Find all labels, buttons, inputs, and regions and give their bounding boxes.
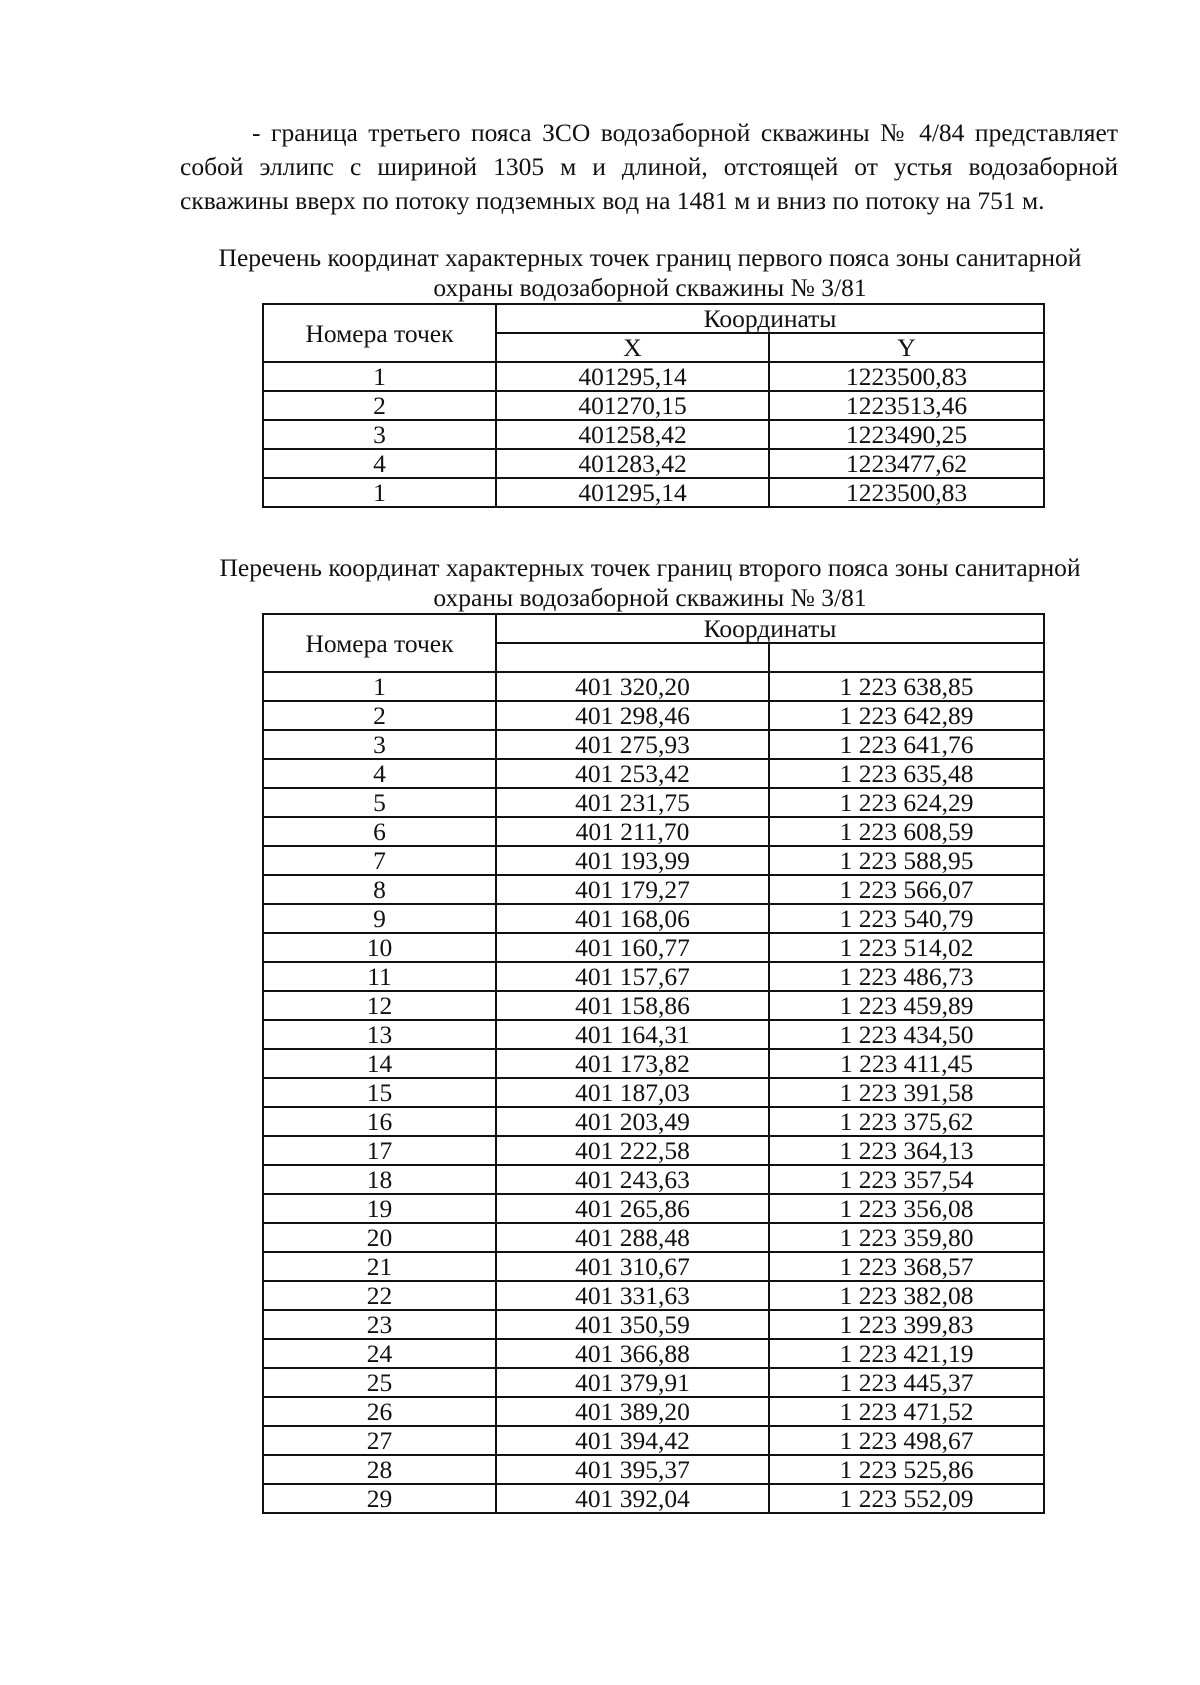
point-number-cell: 8 — [263, 875, 496, 904]
x-coordinate-cell: 401 160,77 — [496, 933, 769, 962]
point-number-cell: 3 — [263, 730, 496, 759]
x-coordinate-cell: 401 392,04 — [496, 1484, 769, 1513]
x-coordinate-cell: 401 243,63 — [496, 1165, 769, 1194]
x-coordinate-cell: 401 265,86 — [496, 1194, 769, 1223]
header-y: Y — [769, 333, 1044, 362]
y-coordinate-cell: 1223500,83 — [769, 362, 1044, 391]
x-coordinate-cell: 401 288,48 — [496, 1223, 769, 1252]
table-row — [263, 701, 1044, 730]
table2-body — [263, 672, 1044, 1513]
point-number-cell: 27 — [263, 1426, 496, 1455]
y-coordinate-cell: 1 223 638,85 — [769, 672, 1044, 701]
second-zone-coordinates-table — [262, 613, 1045, 1514]
table-row — [263, 1107, 1044, 1136]
table-row — [263, 1281, 1044, 1310]
point-number-cell: 4 — [263, 449, 496, 478]
y-coordinate-cell: 1 223 471,52 — [769, 1397, 1044, 1426]
first-zone-coordinates-table — [262, 303, 1045, 508]
table-row — [263, 1426, 1044, 1455]
x-coordinate-cell: 401 394,42 — [496, 1426, 769, 1455]
point-number-cell: 26 — [263, 1397, 496, 1426]
y-coordinate-cell: 1 223 552,09 — [769, 1484, 1044, 1513]
x-coordinate-cell: 401295,14 — [496, 478, 769, 507]
table-row — [263, 1223, 1044, 1252]
x-coordinate-cell: 401 157,67 — [496, 962, 769, 991]
intro-text: - граница третьего пояса ЗСО водозаборной скважины № 4/84 представляет собой эллипс с шириной 1305 м и длиной, отстоящей от устья водозаборной скважины вверх по потоку подземных вод на 1481 м и вниз по потоку на 751 м. — [180, 118, 1118, 215]
y-coordinate-cell: 1 223 588,95 — [769, 846, 1044, 875]
x-coordinate-cell: 401 275,93 — [496, 730, 769, 759]
x-coordinate-cell: 401 173,82 — [496, 1049, 769, 1078]
x-coordinate-cell: 401 222,58 — [496, 1136, 769, 1165]
point-number-cell: 5 — [263, 788, 496, 817]
table-row — [263, 1397, 1044, 1426]
table-row — [263, 991, 1044, 1020]
y-coordinate-cell: 1223513,46 — [769, 391, 1044, 420]
point-number-cell: 28 — [263, 1455, 496, 1484]
table-row — [263, 478, 1044, 507]
x-coordinate-cell: 401 211,70 — [496, 817, 769, 846]
table-row — [263, 730, 1044, 759]
table-row — [263, 1049, 1044, 1078]
table-row — [263, 846, 1044, 875]
point-number-cell: 2 — [263, 701, 496, 730]
point-number-cell: 6 — [263, 817, 496, 846]
y-coordinate-cell: 1 223 635,48 — [769, 759, 1044, 788]
y-coordinate-cell: 1 223 624,29 — [769, 788, 1044, 817]
intro-paragraph — [180, 116, 1118, 218]
y-coordinate-cell: 1 223 399,83 — [769, 1310, 1044, 1339]
y-coordinate-cell: 1 223 641,76 — [769, 730, 1044, 759]
header-coordinates: Координаты — [496, 304, 1044, 333]
table-row — [263, 1194, 1044, 1223]
table2-caption: Перечень координат характерных точек границ второго пояса зоны санитарной охраны водозаборной скважины № 3/81 — [219, 553, 1081, 612]
x-coordinate-cell: 401 187,03 — [496, 1078, 769, 1107]
y-coordinate-cell: 1 223 357,54 — [769, 1165, 1044, 1194]
point-number-cell: 25 — [263, 1368, 496, 1397]
point-number-cell: 1 — [263, 672, 496, 701]
y-coordinate-cell: 1 223 375,62 — [769, 1107, 1044, 1136]
table-row — [263, 449, 1044, 478]
table-row — [263, 962, 1044, 991]
table1-caption: Перечень координат характерных точек границ первого пояса зоны санитарной охраны водозаборной скважины № 3/81 — [218, 243, 1082, 302]
table-row — [263, 1339, 1044, 1368]
point-number-cell: 4 — [263, 759, 496, 788]
y-coordinate-cell: 1 223 445,37 — [769, 1368, 1044, 1397]
y-coordinate-cell: 1223490,25 — [769, 420, 1044, 449]
x-coordinate-cell: 401 320,20 — [496, 672, 769, 701]
y-coordinate-cell: 1 223 391,58 — [769, 1078, 1044, 1107]
x-coordinate-cell: 401 168,06 — [496, 904, 769, 933]
x-coordinate-cell: 401 179,27 — [496, 875, 769, 904]
y-coordinate-cell: 1 223 382,08 — [769, 1281, 1044, 1310]
point-number-cell: 3 — [263, 420, 496, 449]
header-point-numbers: Номера точек — [263, 614, 496, 672]
point-number-cell: 11 — [263, 962, 496, 991]
x-coordinate-cell: 401295,14 — [496, 362, 769, 391]
table-row — [263, 1368, 1044, 1397]
x-coordinate-cell: 401 231,75 — [496, 788, 769, 817]
table-row — [263, 1455, 1044, 1484]
y-coordinate-cell: 1 223 421,19 — [769, 1339, 1044, 1368]
header-x: X — [496, 333, 769, 362]
y-coordinate-cell: 1 223 434,50 — [769, 1020, 1044, 1049]
x-coordinate-cell: 401 298,46 — [496, 701, 769, 730]
header-point-numbers: Номера точек — [263, 304, 496, 362]
y-coordinate-cell: 1 223 364,13 — [769, 1136, 1044, 1165]
table-row — [263, 1078, 1044, 1107]
table-row — [263, 1136, 1044, 1165]
point-number-cell: 23 — [263, 1310, 496, 1339]
point-number-cell: 14 — [263, 1049, 496, 1078]
y-coordinate-cell: 1 223 368,57 — [769, 1252, 1044, 1281]
x-coordinate-cell: 401258,42 — [496, 420, 769, 449]
point-number-cell: 21 — [263, 1252, 496, 1281]
x-coordinate-cell: 401270,15 — [496, 391, 769, 420]
x-coordinate-cell: 401 203,49 — [496, 1107, 769, 1136]
table-row — [263, 904, 1044, 933]
point-number-cell: 16 — [263, 1107, 496, 1136]
y-coordinate-cell: 1 223 359,80 — [769, 1223, 1044, 1252]
table-row — [263, 672, 1044, 701]
y-coordinate-cell: 1223500,83 — [769, 478, 1044, 507]
table-row — [263, 1484, 1044, 1513]
x-coordinate-cell: 401 164,31 — [496, 1020, 769, 1049]
table-row — [263, 788, 1044, 817]
y-coordinate-cell: 1 223 498,67 — [769, 1426, 1044, 1455]
point-number-cell: 29 — [263, 1484, 496, 1513]
y-coordinate-cell: 1 223 566,07 — [769, 875, 1044, 904]
point-number-cell: 1 — [263, 478, 496, 507]
point-number-cell: 17 — [263, 1136, 496, 1165]
point-number-cell: 19 — [263, 1194, 496, 1223]
y-coordinate-cell: 1 223 608,59 — [769, 817, 1044, 846]
x-coordinate-cell: 401 193,99 — [496, 846, 769, 875]
header-y — [769, 643, 1044, 672]
x-coordinate-cell: 401 379,91 — [496, 1368, 769, 1397]
y-coordinate-cell: 1 223 514,02 — [769, 933, 1044, 962]
x-coordinate-cell: 401 253,42 — [496, 759, 769, 788]
point-number-cell: 20 — [263, 1223, 496, 1252]
y-coordinate-cell: 1 223 459,89 — [769, 991, 1044, 1020]
y-coordinate-cell: 1 223 411,45 — [769, 1049, 1044, 1078]
y-coordinate-cell: 1223477,62 — [769, 449, 1044, 478]
table-row — [263, 759, 1044, 788]
y-coordinate-cell: 1 223 642,89 — [769, 701, 1044, 730]
x-coordinate-cell: 401283,42 — [496, 449, 769, 478]
table-row — [263, 391, 1044, 420]
point-number-cell: 15 — [263, 1078, 496, 1107]
header-coordinates: Координаты — [496, 614, 1044, 643]
table-row — [263, 875, 1044, 904]
point-number-cell: 18 — [263, 1165, 496, 1194]
point-number-cell: 13 — [263, 1020, 496, 1049]
point-number-cell: 10 — [263, 933, 496, 962]
header-x — [496, 643, 769, 672]
point-number-cell: 7 — [263, 846, 496, 875]
point-number-cell: 22 — [263, 1281, 496, 1310]
table-row — [263, 1310, 1044, 1339]
point-number-cell: 2 — [263, 391, 496, 420]
table-row — [263, 362, 1044, 391]
x-coordinate-cell: 401 389,20 — [496, 1397, 769, 1426]
table-row — [263, 933, 1044, 962]
table-row — [263, 1165, 1044, 1194]
y-coordinate-cell: 1 223 486,73 — [769, 962, 1044, 991]
y-coordinate-cell: 1 223 356,08 — [769, 1194, 1044, 1223]
point-number-cell: 24 — [263, 1339, 496, 1368]
table-row — [263, 1020, 1044, 1049]
table1-body — [263, 362, 1044, 507]
x-coordinate-cell: 401 395,37 — [496, 1455, 769, 1484]
x-coordinate-cell: 401 310,67 — [496, 1252, 769, 1281]
point-number-cell: 9 — [263, 904, 496, 933]
table-row — [263, 1252, 1044, 1281]
table-row — [263, 420, 1044, 449]
x-coordinate-cell: 401 158,86 — [496, 991, 769, 1020]
x-coordinate-cell: 401 331,63 — [496, 1281, 769, 1310]
point-number-cell: 1 — [263, 362, 496, 391]
table-row — [263, 817, 1044, 846]
y-coordinate-cell: 1 223 525,86 — [769, 1455, 1044, 1484]
x-coordinate-cell: 401 366,88 — [496, 1339, 769, 1368]
point-number-cell: 12 — [263, 991, 496, 1020]
x-coordinate-cell: 401 350,59 — [496, 1310, 769, 1339]
y-coordinate-cell: 1 223 540,79 — [769, 904, 1044, 933]
